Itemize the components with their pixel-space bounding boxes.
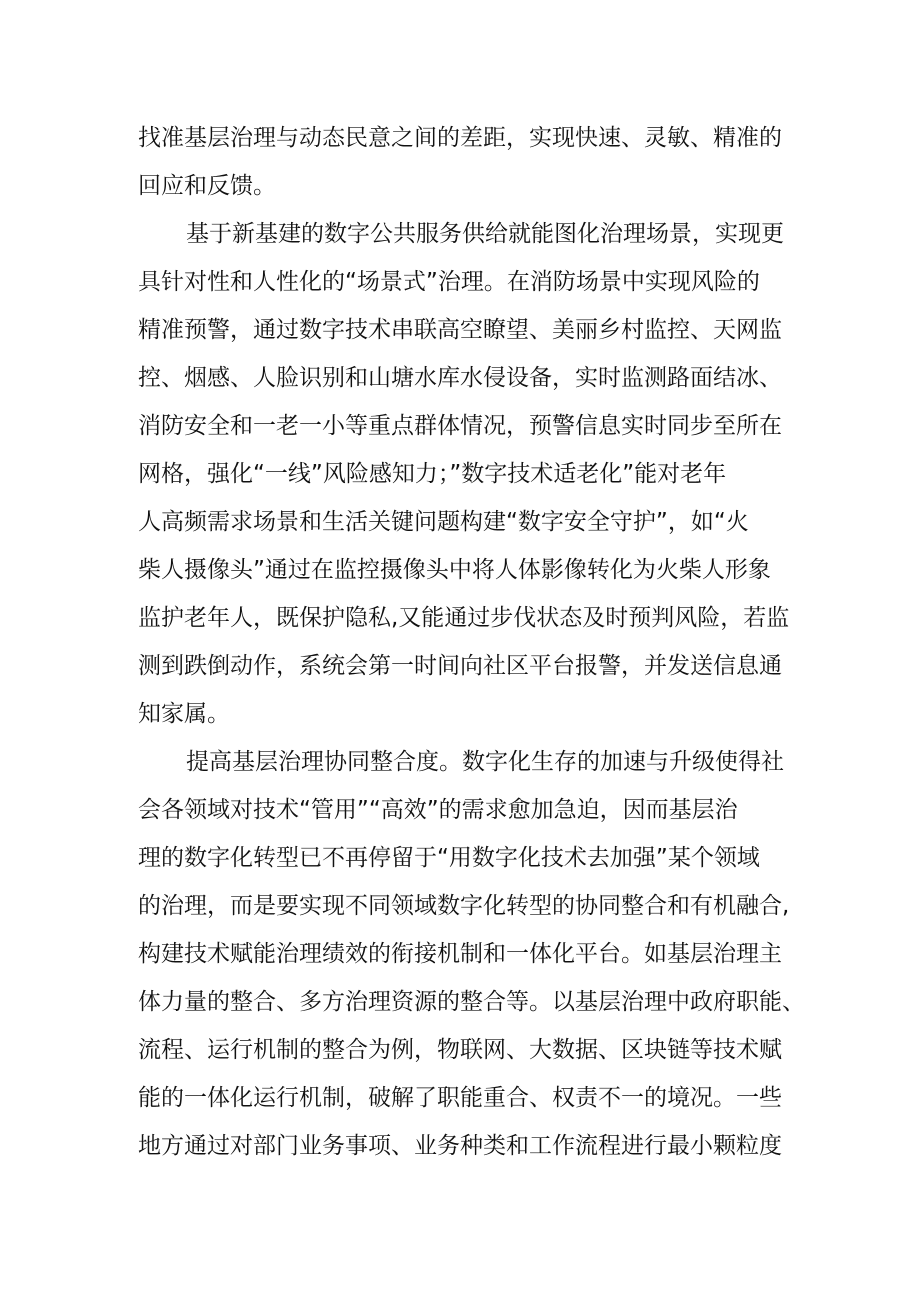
body-text-line: 知家属。: [138, 701, 230, 727]
paragraph-first-line: 基于新基建的数字公共服务供给就能图化治理场景，实现更: [186, 221, 784, 247]
body-text-line: 网格，强化“一线”风险感知力；”数字技术适老化”能对老年: [138, 461, 727, 487]
body-text-line: 控、烟感、人脸识别和山塘水库水侵设备，实时监测路面结冰、: [138, 365, 782, 391]
body-text-line: 消防安全和一老一小等重点群体情况，预警信息实时同步至所在: [138, 413, 782, 439]
body-text-line: 理的数字化转型已不再停留于“用数字化技术去加强”某个领域: [138, 845, 760, 871]
body-text-line: 体力量的整合、多方治理资源的整合等。以基层治理中政府职能、: [138, 989, 805, 1015]
paragraph-first-line: 提高基层治理协同整合度。数字化生存的加速与升级使得社: [186, 749, 784, 775]
body-text-line: 流程、运行机制的整合为例，物联网、大数据、区块链等技术赋: [138, 1037, 782, 1063]
body-text-line: 测到跌倒动作，系统会第一时间向社区平台报警，并发送信息通: [138, 653, 782, 679]
body-text-line: 找准基层治理与动态民意之间的差距，实现快速、灵敏、精准的: [138, 125, 782, 151]
body-text-line: 的治理，而是要实现不同领域数字化转型的协同整合和有机融合,: [138, 893, 790, 919]
body-text-line: 具针对性和人性化的“场景式”治理。在消防场景中实现风险的: [138, 269, 760, 295]
body-text-line: 人高频需求场景和生活关键问题构建“数字安全守护”，如“火: [138, 509, 749, 535]
body-text-line: 会各领域对技术“管用”“高效”的需求愈加急迫，因而基层治: [138, 797, 738, 823]
body-text-line: 监护老年人，既保护隐私,又能通过步伐状态及时预判风险，若监: [138, 605, 790, 631]
body-text-line: 柴人摄像头”通过在监控摄像头中将人体影像转化为火柴人形象: [138, 557, 771, 583]
body-text-line: 地方通过对部门业务事项、业务种类和工作流程进行最小颗粒度: [138, 1133, 782, 1159]
body-text-line: 回应和反馈。: [138, 173, 276, 199]
body-text-line: 构建技术赋能治理绩效的衔接机制和一体化平台。如基层治理主: [138, 941, 782, 967]
body-text-line: 能的一体化运行机制，破解了职能重合、权责不一的境况。一些: [138, 1085, 782, 1111]
body-text-line: 精准预警，通过数字技术串联高空瞭望、美丽乡村监控、天网监: [138, 317, 782, 343]
